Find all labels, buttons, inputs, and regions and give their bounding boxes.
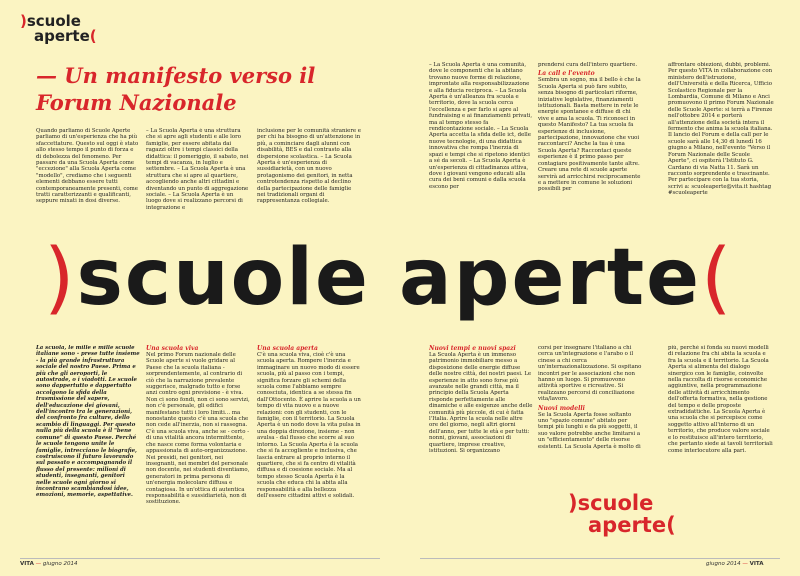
footer-left-brand: VITA — [20, 561, 34, 567]
top-col-3 — [257, 128, 361, 220]
bottom-col-1-text: La scuola, le mille e mille scuole italiane sono - prese tutte insieme - la più grande infrastruttura sociale del nostro Paese. Prima e più che gli aeroporti, le autostrade, o i viadotti. Le scuole sono dappertutto e dappertutto accolgono la sfida della trasmissione del sapere, dell'educazione dei giovani, dell'incontro tra le generazioni, del confronto fra culture, dello scambio di linguaggi. Per questo nulla più della scuola è il "bene comune" di questo Paese. Perché le scuole tengono unite le famiglie, intrecciano le biografie, costruiscono il futuro lavorando sul passato e accompagnando il flusso del presente: milioni di studenti, insegnanti, genitori nelle scuole ogni giorno si incontrano scambiandosi idee, emozioni, memorie, aspettative. — [36, 345, 140, 499]
bottom-col-3-text: C'è una scuola viva, cioè c'è una scuola aperta. Rompere l'inerzia e immaginare un nuovo modo di essere scuola, più al passo con i tempi, significa forzare gli schemi della scuola come l'abbiamo sempre conosciuta, identica a se stessa fin dall'Ottocento. È aprire la scuola a un tempo di vita nuovo e a nuove relazioni: con gli studenti, con le famiglie, con il territorio. La Scuola Aperta è un nodo dove la vita pulsa in una doppia direzione, insieme - non avulsa - dal flusso che scorre al suo intorno. La Scuola Aperta è la scuola che si fa accogliente e inclusiva, che lascia entrare al proprio interno il quartiere, che si fa centro di vitalità diffusa e di coesione sociale. Ma al tempo stesso Scuola Aperta è la scuola che educa chi la abita alla responsabilità e alla bellezza dell'essere cittadini attivi e solidali. — [257, 352, 361, 499]
logo-bottom-line1: scuole — [577, 491, 654, 515]
headline: — Un manifesto verso il Forum Nazionale — [36, 63, 316, 115]
bottom-col-5 — [538, 345, 642, 485]
top-col-5 — [538, 62, 642, 220]
logo-line1: scuole — [26, 12, 81, 30]
footer-left: VITA — giugno 2014 — [20, 561, 78, 567]
footer-right-brand: VITA — [749, 561, 764, 567]
top-col-5-text: prendersi cura dell'intero quartiere. — [538, 62, 638, 68]
footer-right: giugno 2014 — VITA — [706, 561, 764, 567]
bottom-col-2 — [146, 345, 250, 550]
bottom-col-5b-text: Se la Scuola Aperta fosse soltanto uno "spazio comune" abitato per tempi più lunghi e da più soggetti, il suo valore potrebbe anche limitarsi a un "efficientamento" delle risorse esistenti. La Scuola Aperta è molto di — [538, 411, 641, 450]
footer-right-date: giugno 2014 — [706, 561, 741, 567]
logo-bottom — [568, 492, 676, 536]
logo-top — [20, 14, 97, 44]
footer-rule-left — [20, 558, 380, 559]
logo-bottom-paren-close: ( — [666, 513, 676, 537]
bottom-col-4-text: La Scuola Aperta è un immenso patrimonio immobiliare messo a disposizione delle energie diffuse delle nostre città, dei nostri paesi. Le esperienze in atto sono forse più avanzate nelle grandi città, ma il principio della Scuola Aperta risponde perfettamente alle dinamiche e alle esigenze anche delle comunità più piccole, di cui è fatta l'Italia. Aprire la scuola nelle altre ore del giorno, negli altri giorni dell'anno, per tutte le età e per tutti: nonni, giovani, associazioni di quartiere, imprese creative, istituzioni. Si organizzano — [429, 352, 533, 455]
big-title-paren-open: ) — [44, 233, 77, 323]
bottom-col-6 — [668, 345, 774, 550]
big-title-text: scuole aperte — [76, 233, 702, 323]
top-col-2-text: – La Scuola Aperta è una struttura che si apre agli studenti e alle loro famiglie, per essere abitata dai ragazzi oltre i tempi classici della didattica: il pomeriggio, il sabato, nei tempi di vacanza, in luglio e settembre. – La Scuola Aperta è una struttura che si apre al quartiere, accogliendo anche altri cittadini e diventando un punto di aggregazione sociale. – La Scuola Aperta è un luogo dove si realizzano percorsi di integrazione e — [146, 128, 249, 211]
big-title — [44, 228, 784, 328]
top-col-6-text: affrontare obiezioni, dubbi, problemi. Per questo VITA in collaborazione con ministero dell'istruzione, dell'Università e della Ricerca, Ufficio Scolastico Regionale per la Lombardia, Comune di Milano e Anci promuovono il primo Forum Nazionale delle Scuole Aperte: si terrà a Firenze nell'ottobre 2014 e porterà all'attenzione della società intera il fermento che anima la scuola italiana. Il lancio del Forum e della call per le scuole sarà alle 14,30 di lunedì 16 giugno a Milano, nell'evento "Verso il Forum Nazionale delle Scuole Aperte", ci ospiterà l'Istituto G. Cardano di via Natta 11. Sarà un racconto sorprendente e trascinante. Per partecipare con la tua storia, scrivi a: scuoleaperte@vita.it hashtag #scuoleaperte — [668, 62, 774, 197]
top-col-6 — [668, 62, 774, 220]
subtitle-modelli: Nuovi modelli — [538, 404, 585, 412]
footer-rule-right — [420, 558, 780, 559]
big-title-paren-close: ( — [701, 233, 734, 323]
subtitle-tempi: Nuovi tempi e nuovi spazi — [429, 345, 516, 352]
subtitle-viva: Una scuola viva — [146, 345, 199, 352]
bottom-col-1 — [36, 345, 140, 550]
logo-line2: aperte — [34, 27, 90, 45]
top-col-4-text: – La Scuola Aperta è una comunità, dove le componenti che la abitano trovano nuove forme di relazione, improntate alla responsabilizzazione e alla fiducia reciproca. – La Scuola Aperta è un'alleanza fra scuola e territorio, dove la scuola cerca l'eccellenza e per farlo si apre al fundraising e ai finanziamenti privati, ma al tempo stesso fa rendicontazione sociale. – La Scuola Aperta accetta la sfida delle ict, delle nuove tecnologie, di una didattica innovativa che rompa l'inerzia di spazi e tempi che si ripetono identici a sé da secoli. – La Scuola Aperta è un'esperienza di cittadinanza attiva, dove i giovani vengono educati alla cura dei beni comuni e dalla scuola escono per — [429, 62, 533, 190]
bottom-col-3 — [257, 345, 361, 550]
footer-left-date: giugno 2014 — [42, 561, 78, 567]
logo-bottom-paren-open: ) — [568, 491, 578, 515]
bottom-col-4 — [429, 345, 533, 550]
call-subtitle: La call e l'evento — [538, 70, 595, 78]
subtitle-aperta: Una scuola aperta — [257, 345, 318, 352]
top-col-2 — [146, 128, 250, 220]
top-col-3-text: inclusione per le comunità straniere e per chi ha bisogno di un'attenzione in più, a cominciare dagli alunni con disabilità, BES e dal contrasto alla dispersione scolastica. – La Scuola Aperta è un'esperienza di sussidiarietà, con un nuovo protagonismo dei genitori, in netta controtendenza rispetto al declino della partecipazione delle famiglie nei tradizionali organi di rappresentanza collegiale. — [257, 128, 361, 205]
top-col-1-text: Quando parliamo di Scuole Aperte parliamo di un'esperienza che ha più sfaccettature. Questo sul oggi è stato allo stesso tempo il punto di forza e di debolezza del fenomeno. Per passare da una Scuola Aperta come "eccezione" alla Scuola Aperta come "modello", crediamo che i seguenti elementi debbano essere tutti contemporaneamente presenti, come tratti caratterizzanti e qualificanti, seppure mixati in dosi diverse. — [36, 128, 139, 205]
top-col-1 — [36, 128, 140, 220]
bottom-col-5-text: corsi per insegnare l'italiano a chi cerca un'integrazione e l'arabo o il cinese a chi cerca un'internazionalizzazione. Si ospitano incontri per le associazioni che non hanno un luogo. Si promuovono attività sportive e ricreative. Si realizzano percorsi di conciliazione vita/lavoro. — [538, 345, 642, 403]
top-col-4 — [429, 62, 533, 220]
logo-paren-open: ) — [20, 12, 27, 30]
logo-bottom-line2: aperte — [588, 513, 667, 537]
logo-paren-close: ( — [89, 27, 97, 45]
bottom-col-6-text: più, perché si fonda su nuovi modelli di relazione fra chi abita la scuola e fra la scuola e il territorio. La Scuola Aperta si alimenta del dialogo sinergico con le famiglie, coinvolte nella raccolta di risorse economiche aggiuntive, nella programmazione delle attività di arricchimento dell'offerta formativa, nella gestione del tempo e delle proposte extradidattiche. La Scuola Aperta è una scuola che si percepisce come soggetto attivo all'interno di un territorio, che produce valore sociale e lo restituisce all'intero territorio, che pertanto siede ai tavoli territoriali come interlocutore alla pari. — [668, 345, 773, 454]
bottom-col-2-text: Nel primo Forum nazionale delle Scuole aperte si vuole gridare al Paese che la scuola italiana - sorprendentemente, al contrario di ciò che la narrazione prevalente suggerisce, malgrado tutto e forse anzi contro ogni previsione - è viva. Non ci sono fondi, non ci sono servizi, non c'è personale, gli edifici manifestano tutti i loro limiti… ma nonostante questo c'è una scuola che non cede all'inerzia, non si rassegna. C'è una scuola viva, anche se - certo - di una vitalità ancora intermittente, che nasce come forma volontaria e appassionata di auto-organizzazione. Nei presidi, nei genitori, nei insegnanti, nei membri del personale non docente, nei studenti diventiamo, generatori in prima persona di un'energia molecolare diffusa e contagiosa. In un'ottica di autentica responsabilità e sussidiarietà, non di sostituzione. — [146, 352, 250, 506]
call-text: Sembra un sogno, ma il bello è che la Scuola Aperta si può fare subito, senza bisogno di particolari riforme, iniziative legislative, finanziamenti istituzionali. Basta mettere in rete le energie spontanee e diffuse di chi vive e ama la scuola. Ti riconosci in questo Manifesto? La tua scuola fa esperienze di inclusione, partecipazione, innovazione che vuoi raccontarci? Anche la tua è una Scuola Aperta? Raccontaci queste esperienze è il primo passo per contagiare positivamente tante altre. Creare una rete di scuole aperte servirà ad arricchirsi reciprocamente e a mettere in comune le soluzioni possibili per — [538, 77, 641, 193]
